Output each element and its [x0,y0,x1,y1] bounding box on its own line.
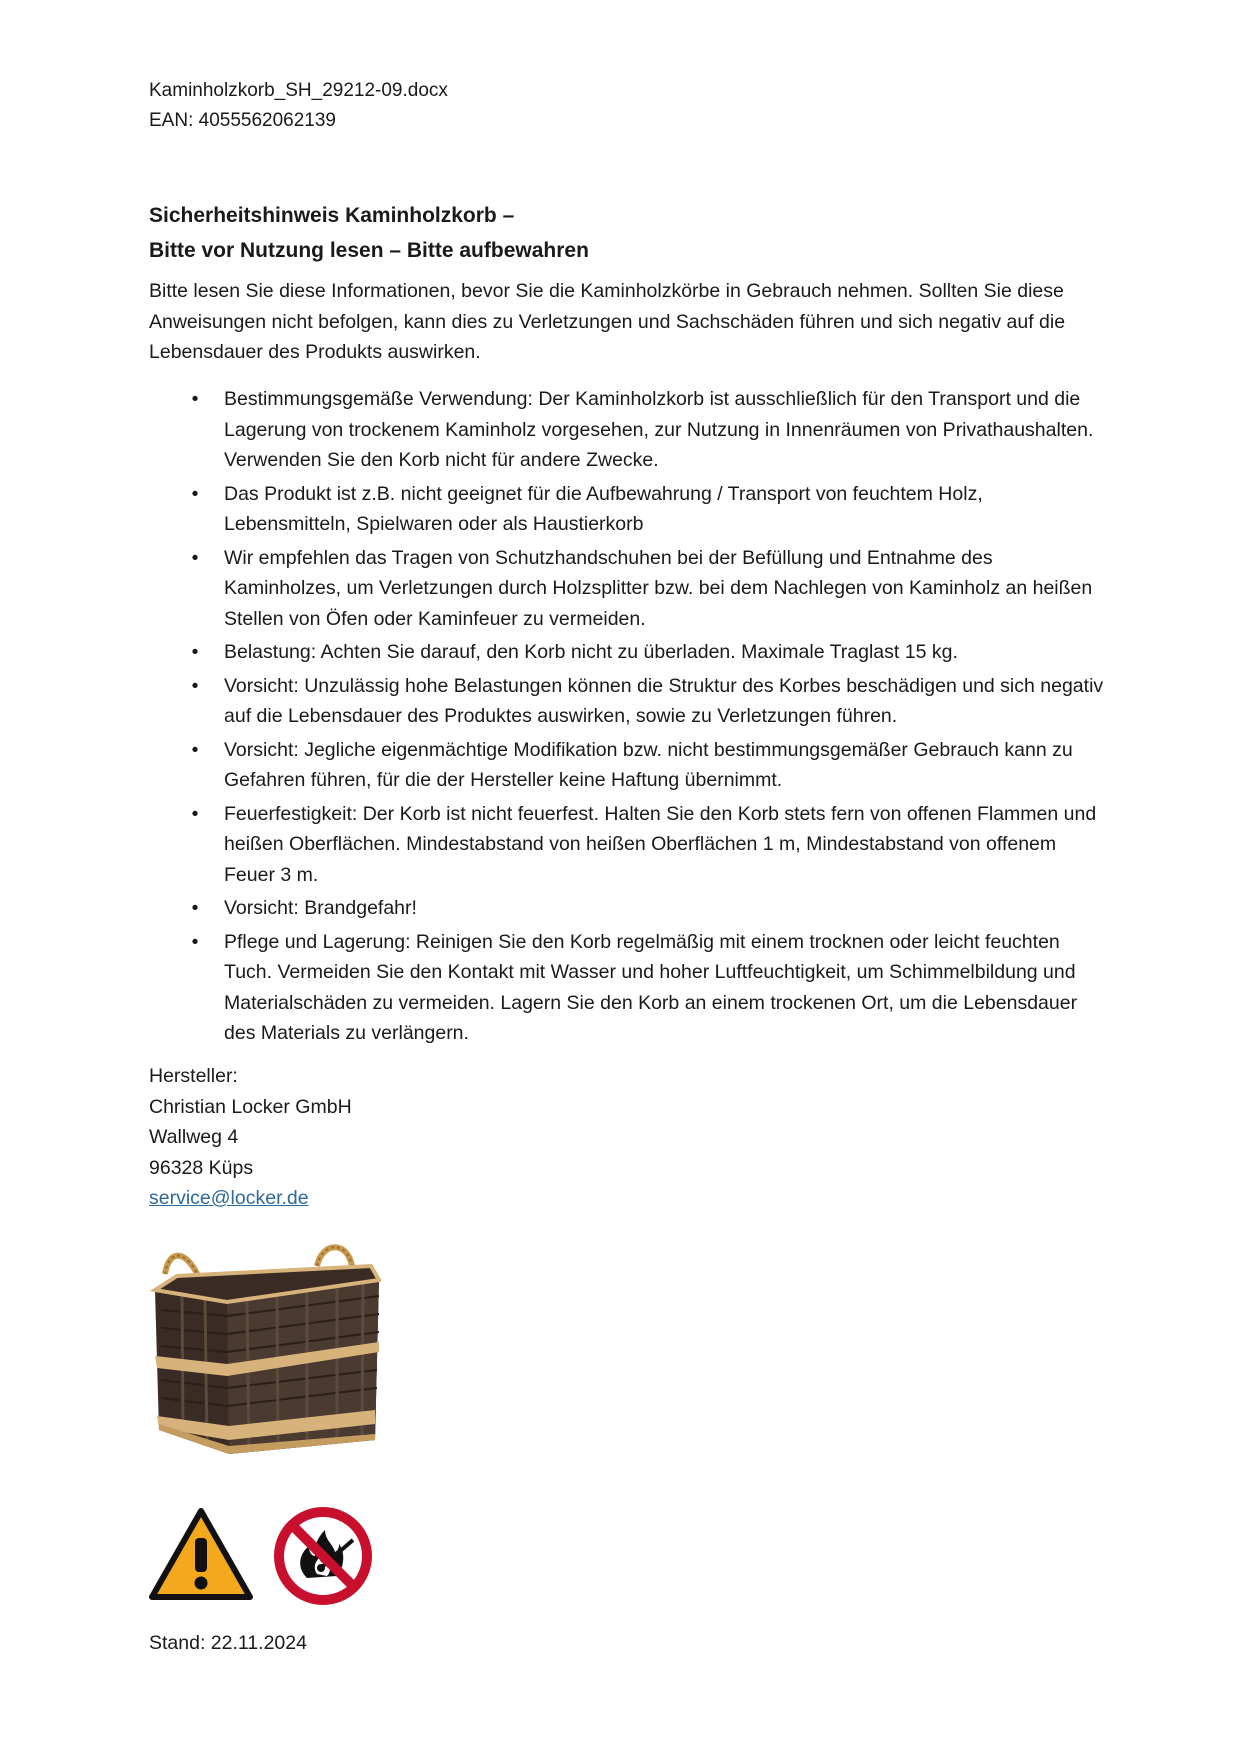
list-item-text: Pflege und Lagerung: Reinigen Sie den Korb regelmäßig mit einem trocknen oder leicht feuchten Tuch. Vermeiden Sie den Kontakt mit Wasser und hoher Luftfeuchtigkeit, um Schimmelbildung und Materialschäden zu vermeiden. Lagern Sie den Korb an einem trockenen Ort, um die Lebensdauer des Materials zu verlängern. [224,930,1078,1044]
bullet-icon: • [191,388,199,410]
bullet-icon: • [191,738,199,761]
list-item [149,893,1109,924]
bullet-icon: • [191,674,199,697]
intro-paragraph: Bitte lesen Sie diese Informationen, bevor Sie die Kaminholzkörbe in Gebrauch nehmen. Sollten Sie diese Anweisungen nicht befolgen, kann dies zu Verletzungen und Sachschäden führen und sich negativ auf die Lebensdauer des Produkts auswirken. [149,280,1066,363]
bullet-icon: • [191,546,199,569]
list-item [149,671,1109,732]
warning-triangle-icon [149,1508,253,1600]
list-item [149,384,1109,476]
list-item-text: Belastung: Achten Sie darauf, den Korb nicht zu überladen. Maximale Traglast 15 kg. [224,641,958,663]
list-item-text: Feuerfestigkeit: Der Korb ist nicht feuerfest. Halten Sie den Korb stets fern von offenen Flammen und heißen Oberflächen. Mindestabstand von heißen Oberflächen 1 m, Mindestabstand von offenem Feuer 3 m. [224,802,1097,886]
file-meta [149,76,448,136]
bullet-icon: • [191,802,199,825]
bullet-icon: • [191,897,199,919]
bullet-icon: • [191,641,199,663]
manufacturer-company: Christian Locker GmbH [149,1095,352,1118]
list-item [149,799,1109,891]
manufacturer-email-link[interactable]: service@locker.de [149,1187,309,1209]
list-item-text: Wir empfehlen das Tragen von Schutzhandschuhen bei der Befüllung und Entnahme des Kaminholzes, um Verletzungen durch Holzsplitter bzw. bei dem Nachlegen von Kaminholz an heißen Stellen von Öfen oder Kaminfeuer zu vermeiden. [224,546,1093,630]
document-title [149,198,589,268]
wicker-basket-image [147,1240,381,1465]
title-line-2: Bitte vor Nutzung lesen – Bitte aufbewahren [149,239,589,262]
list-item-text: Das Produkt ist z.B. nicht geeignet für die Aufbewahrung / Transport von feuchtem Holz, Lebensmitteln, Spielwaren oder als Haustierkorb [224,482,983,535]
ean-number: EAN: 4055562062139 [149,110,336,131]
list-item [149,543,1109,635]
list-item-text: Vorsicht: Brandgefahr! [224,897,417,919]
file-name: Kaminholzkorb_SH_29212-09.docx [149,80,448,101]
manufacturer-label: Hersteller: [149,1065,238,1087]
safety-list [149,384,1109,1052]
list-item [149,735,1109,796]
list-item [149,927,1109,1049]
no-open-fire-icon [273,1506,373,1606]
manufacturer-city: 96328 Küps [149,1156,254,1179]
list-item-text: Bestimmungsgemäße Verwendung: Der Kaminholzkorb ist ausschließlich für den Transport und die Lagerung von trockenem Kaminholz vorgesehen, zur Nutzung in Innenräumen von Privathaushalten. Verwenden Sie den Korb nicht für andere Zwecke. [224,388,1094,471]
list-item [149,479,1109,540]
manufacturer-block [149,1061,352,1214]
title-line-1: Sicherheitshinweis Kaminholzkorb – [149,204,515,227]
list-item-text: Vorsicht: Jegliche eigenmächtige Modifikation bzw. nicht bestimmungsgemäßer Gebrauch kann zu Gefahren führen, für die der Hersteller keine Haftung übernimmt. [224,738,1073,791]
manufacturer-street: Wallweg 4 [149,1126,239,1148]
list-item [149,637,1109,668]
list-item-text: Vorsicht: Unzulässig hohe Belastungen können die Struktur des Korbes beschädigen und sich negativ auf die Lebensdauer des Produktes auswirken, sowie zu Verletzungen führen. [224,674,1104,727]
revision-date: Stand: 22.11.2024 [149,1632,307,1654]
bullet-icon: • [191,930,199,953]
bullet-icon: • [191,482,199,505]
